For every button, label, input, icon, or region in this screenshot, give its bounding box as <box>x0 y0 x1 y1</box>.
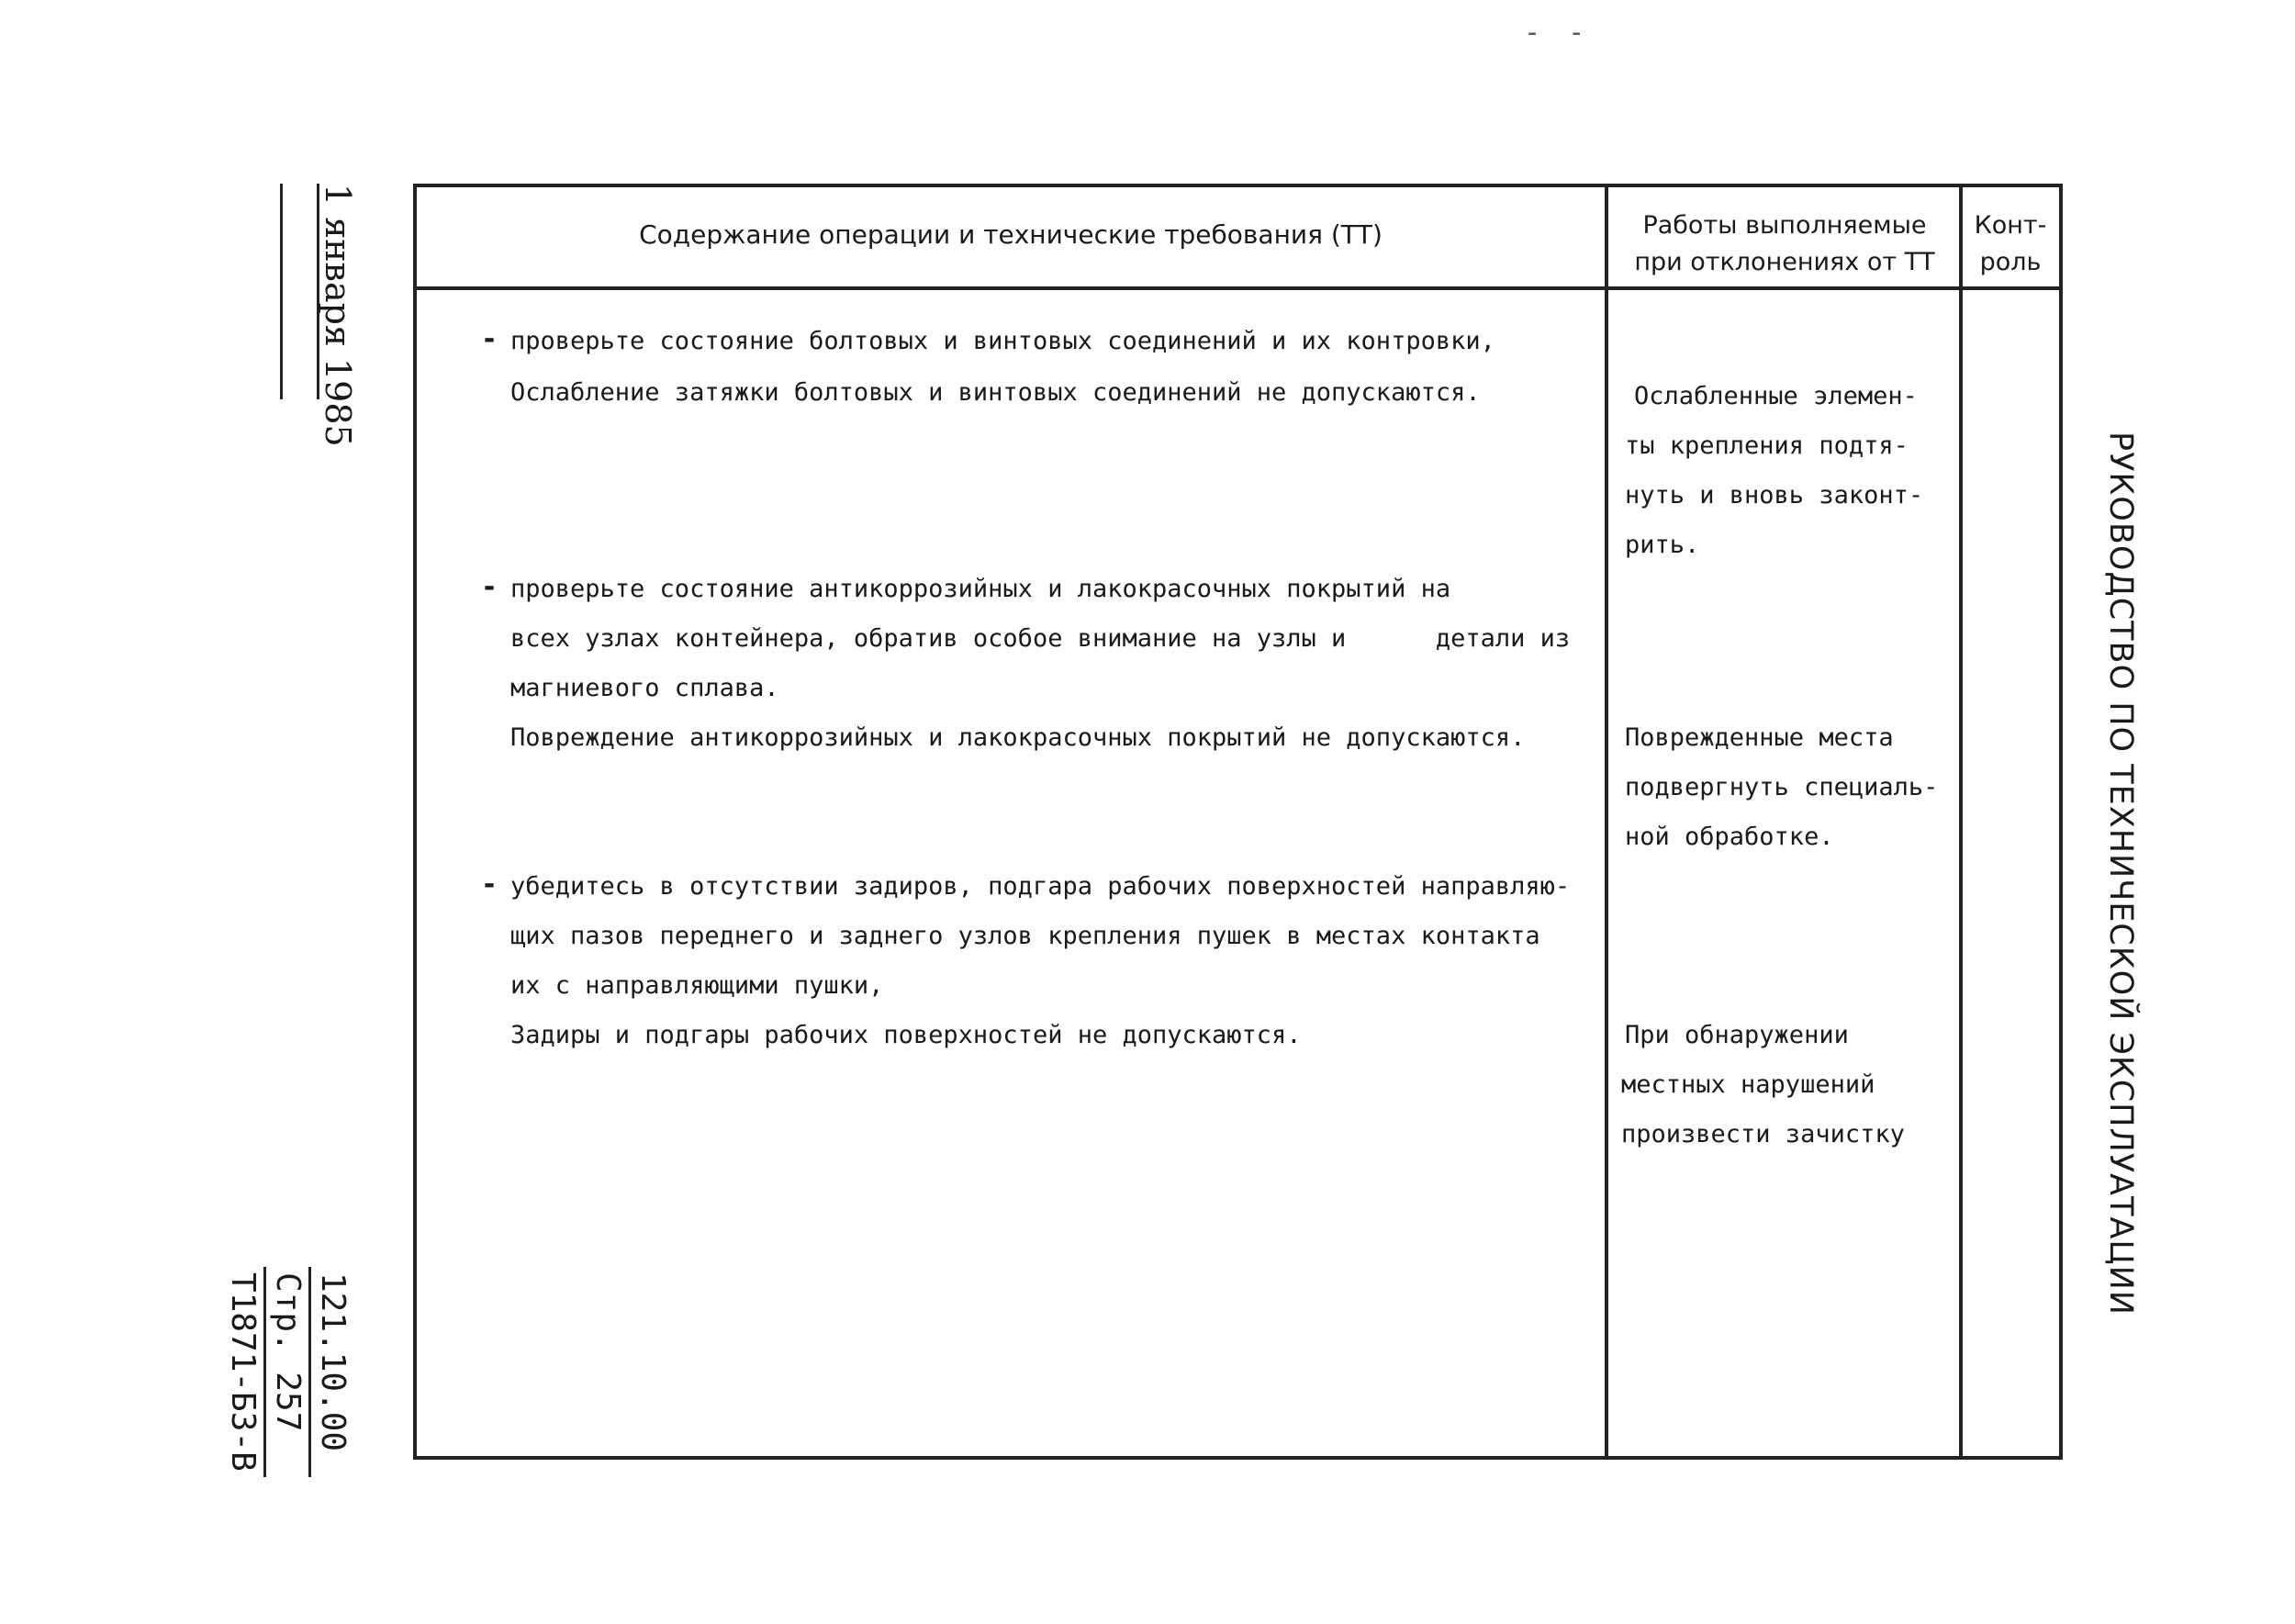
work3-line2: местных нарушений <box>1621 1070 1875 1099</box>
work3-line3: произвести зачистку <box>1621 1120 1905 1148</box>
doc-code-page: Стр. 257 <box>263 1267 308 1477</box>
column-divider-2 <box>1959 187 1963 1456</box>
op3-bullet: - <box>481 868 498 901</box>
doc-code-index: Т1871-Б3-В <box>224 1272 262 1472</box>
doc-code-number: 121.10.00 <box>308 1267 353 1477</box>
op3-line2: щих пазов переднего и заднего узлов крепления пушек в местах контакта <box>510 922 1540 950</box>
header-control-line1: Конт- <box>1974 211 2047 240</box>
work2-line3: ной обработке. <box>1625 823 1834 851</box>
op2-line4: Повреждение антикоррозийных и лакокрасочных покрытий не допускаются. <box>510 723 1526 752</box>
op2-line2: всех узлах контейнера, обратив особое внимание на узлы и детали из <box>510 624 1571 653</box>
op1-bullet: - <box>481 323 498 355</box>
op3-line4: Задиры и подгары рабочих поверхностей не допускаются. <box>510 1021 1302 1049</box>
header-work-line1: Работы выполняемые <box>1642 211 1927 240</box>
work2-line2: подвергнуть специаль- <box>1625 773 1939 801</box>
work3-line1: При обнаружении <box>1625 1021 1849 1049</box>
column-divider-1 <box>1605 187 1608 1456</box>
op1-line1: проверьте состояние болтовых и винтовых соединений и их контровки, <box>510 327 1495 355</box>
header-control <box>1965 207 2056 281</box>
header-operation: Содержание операции и технические требования (ТТ) <box>639 219 1383 250</box>
header-work-line2: при отклонениях от ТТ <box>1634 248 1935 276</box>
work1-line1: Ослабленные элемен- <box>1634 382 1918 410</box>
op2-bullet: - <box>481 571 498 603</box>
header-control-line2: роль <box>1979 248 2042 276</box>
op3-line1: убедитесь в отсутствии задиров, подгара рабочих поверхностей направляю- <box>510 872 1571 901</box>
header-work <box>1610 207 1959 281</box>
work1-line4: рить. <box>1625 531 1700 559</box>
work1-line3: нуть и вновь законт- <box>1625 481 1924 510</box>
work2-line1: Поврежденные места <box>1625 723 1894 752</box>
operations-table <box>413 184 2063 1460</box>
header-divider <box>417 286 2059 290</box>
op2-line1: проверьте состояние антикоррозийных и лакокрасочных покрытий на <box>510 575 1451 603</box>
work1-line2: ты крепления подтя- <box>1625 431 1909 460</box>
op3-line3: их с направляющими пушки, <box>510 971 884 1000</box>
date-label: 1 января 1985 <box>318 184 358 447</box>
date-rule-1 <box>280 184 283 399</box>
document-code-block <box>221 1267 353 1477</box>
side-title: РУКОВОДСТВО ПО ТЕХНИЧЕСКОЙ ЭКСПЛУАТАЦИИ <box>2102 431 2139 1316</box>
op2-line3: магниевого сплава. <box>510 674 779 702</box>
page-top-mark: - - <box>1524 17 1591 49</box>
op1-line2: Ослабление затяжки болтовых и винтовых соединений не допускаются. <box>510 378 1481 407</box>
